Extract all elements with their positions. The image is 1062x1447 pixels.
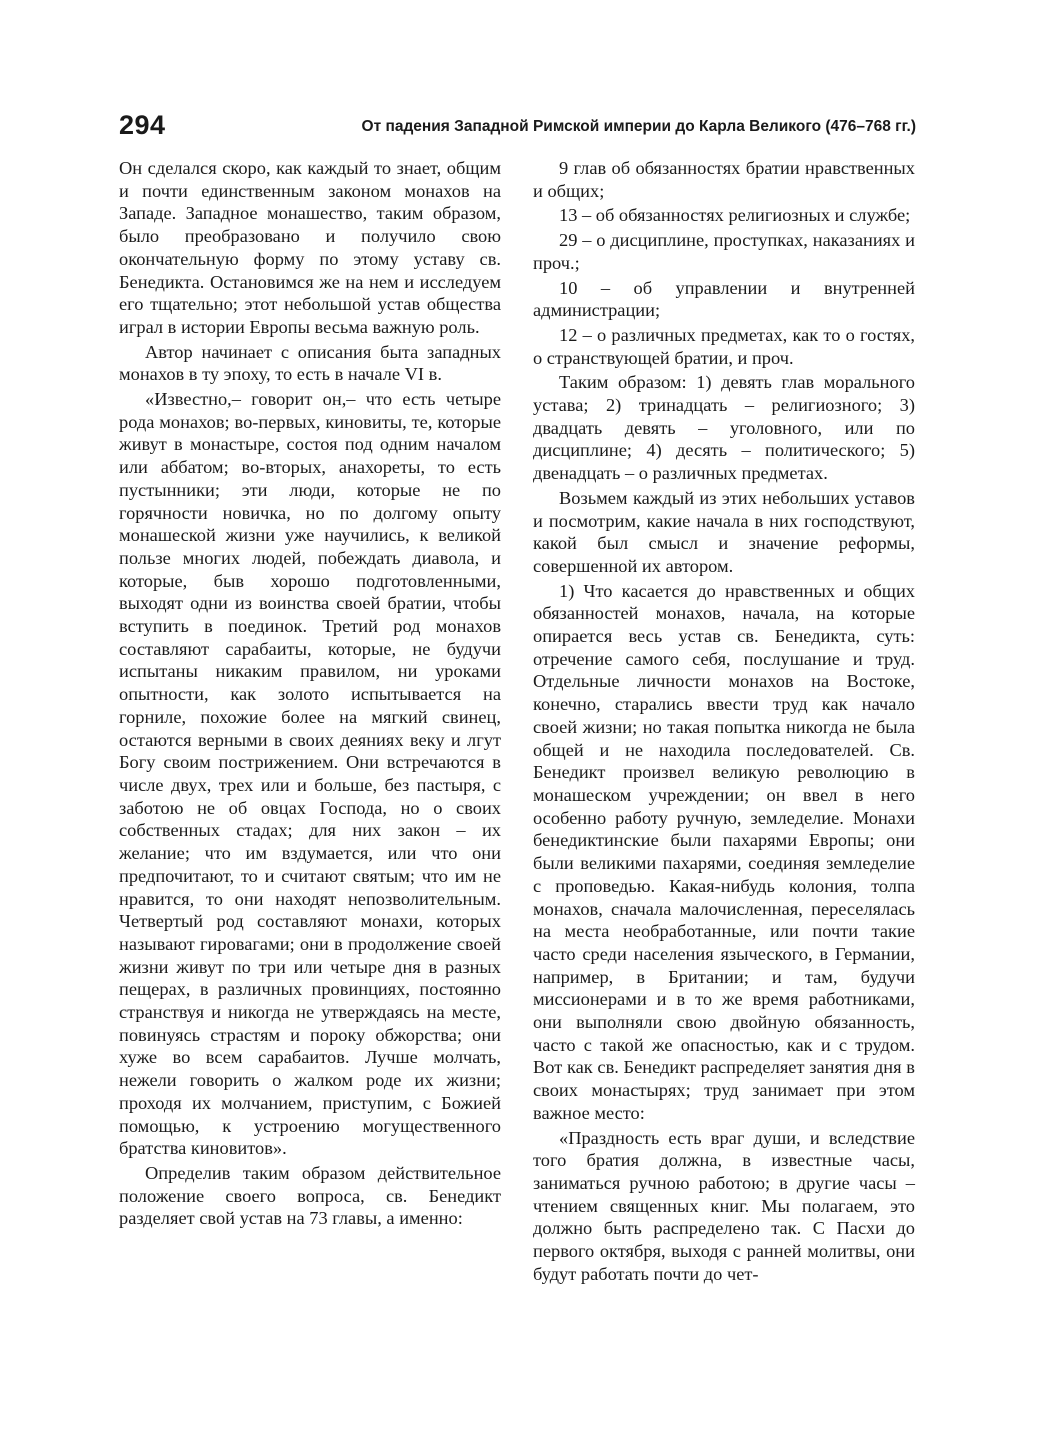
running-title: От падения Западной Римской империи до Карла Великого (476–768 гг.) xyxy=(361,118,916,135)
paragraph: 29 – о дисциплине, проступках, наказаниях и проч.; xyxy=(533,230,915,273)
paragraph: 1) Что касается до нравственных и общих обязанностей монахов, начала, на которые опирается весь устав св. Бенедикта, суть: отречение самого себя, послушание и труд. Отдельные личности монахов на Востоке, конечно, старались ввести труд как начало своей жизни; но такая попытка никогда не была общей и не находила последователей. Св. Бенедикт произвел великую революцию в монашеском учреждении; он ввел в него особенно работу ручную, земледелие. Монахи бенедиктинские были пахарями Европы; они были великими пахарями, соединяя земледелие с проповедью. Какая-нибудь колония, толпа монахов, сначала малочисленная, переселялась на места необработанные, или почти такие часто среди населения языческого, в Германии, например, в Британии; и там, будучи миссионерами и в то же время работниками, они выполняли свою двойную обязанность, часто с такой же опасностью, как и с трудом. Вот как св. Бенедикт распределяет занятия дня в своих монастырях; труд занимает при этом важное место: xyxy=(533,580,915,1123)
paragraph: «Праздность есть враг души, и вследствие того братия должна, в известные часы, заниматься ручною работою; в другие часы – чтением священных книг. Мы полагаем, это должно быть распределено так. С Пасхи до первого октября, выходя с ранней молитвы, они будут работать почти до чет- xyxy=(533,1127,915,1284)
paragraph: Определив таким образом действительное положение своего вопроса, св. Бенедикт разделяет свой устав на 73 главы, а именно: xyxy=(119,1162,501,1229)
paragraph: Автор начинает с описания быта западных монахов в ту эпоху, то есть в начале VI в. xyxy=(119,341,501,385)
paragraph: Таким образом: 1) девять глав морального устава; 2) тринадцать – религиозного; 3) двадцать девять – уголовного, или по дисциплине; 4) десять – политического; 5) двенадцать – о различных предметах. xyxy=(533,372,915,484)
paragraph: Возьмем каждый из этих небольших уставов и посмотрим, какие начала в них господствуют, какой был смысл и значение реформы, совершенной их автором. xyxy=(533,487,915,576)
page-header xyxy=(119,108,916,144)
page-number: 294 xyxy=(119,110,166,140)
left-column xyxy=(119,157,501,1230)
paragraph: «Известно,– говорит он,– что есть четыре рода монахов; во-первых, киновиты, те, которые живут в монастыре, состоя под одним началом или аббатом; во-вторых, анахореты, то есть пустынники; эти люди, которые не по горячности новичка, но по долгому опыту монашеской жизни уже научились, к великой пользе многих людей, побеждать диавола, и которые, быв хорошо подготовленными, выходят одни из воинства своей братии, чтобы вступить в поединок. Третий род монахов составляют сарабаиты, которые, не будучи испытаны никаким правилом, ни уроками опытности, как золото испытывается на горниле, похожие более на мягкий свинец, остаются верными в своих деяниях веку и лгут Богу своим пострижением. Они встречаются в числе двух, трех или и больше, без пастыря, с заботою не об овцах Господа, но о своих собственных стадах; для них закон – их желание; что им вздумается, или что они предпочитают, то и считают святым; что им не нравится, то они находят непозволительным. Четвертый род составляют монахи, которых называют гировагами; они в продолжение своей жизни живут по три или четыре дня в разных пещерах, в различных провинциях, постоянно странствуя и никогда не утверждаясь на месте, повинуясь страстям и пороку обжорства; они хуже во всем сарабаитов. Лучше молчать, нежели говорить о жалком роде их жизни; проходя их молчанием, приступим, с Божией помощью, к устроению могущественного братства киновитов». xyxy=(119,389,501,1159)
right-column xyxy=(533,157,915,1285)
paragraph: 10 – об управлении и внутренней администрации; xyxy=(533,277,915,321)
paragraph: Он сделался скоро, как каждый то знает, общим и почти единственным законом монахов на Западе. Западное монашество, таким образом, было преобразовано и получило свою окончательную форму по этому уставу св. Бенедикта. Остановимся же на нем и исследуем его тщательно; этот небольшой устав общества играл в истории Европы весьма важную роль. xyxy=(119,158,501,337)
paragraph: 9 глав об обязанностях братии нравственных и общих; xyxy=(533,158,915,201)
paragraph: 12 – о различных предметах, как то о гостях, о странствующей братии, и проч. xyxy=(533,324,915,368)
paragraph: 13 – об обязанностях религиозных и службе; xyxy=(559,205,911,226)
